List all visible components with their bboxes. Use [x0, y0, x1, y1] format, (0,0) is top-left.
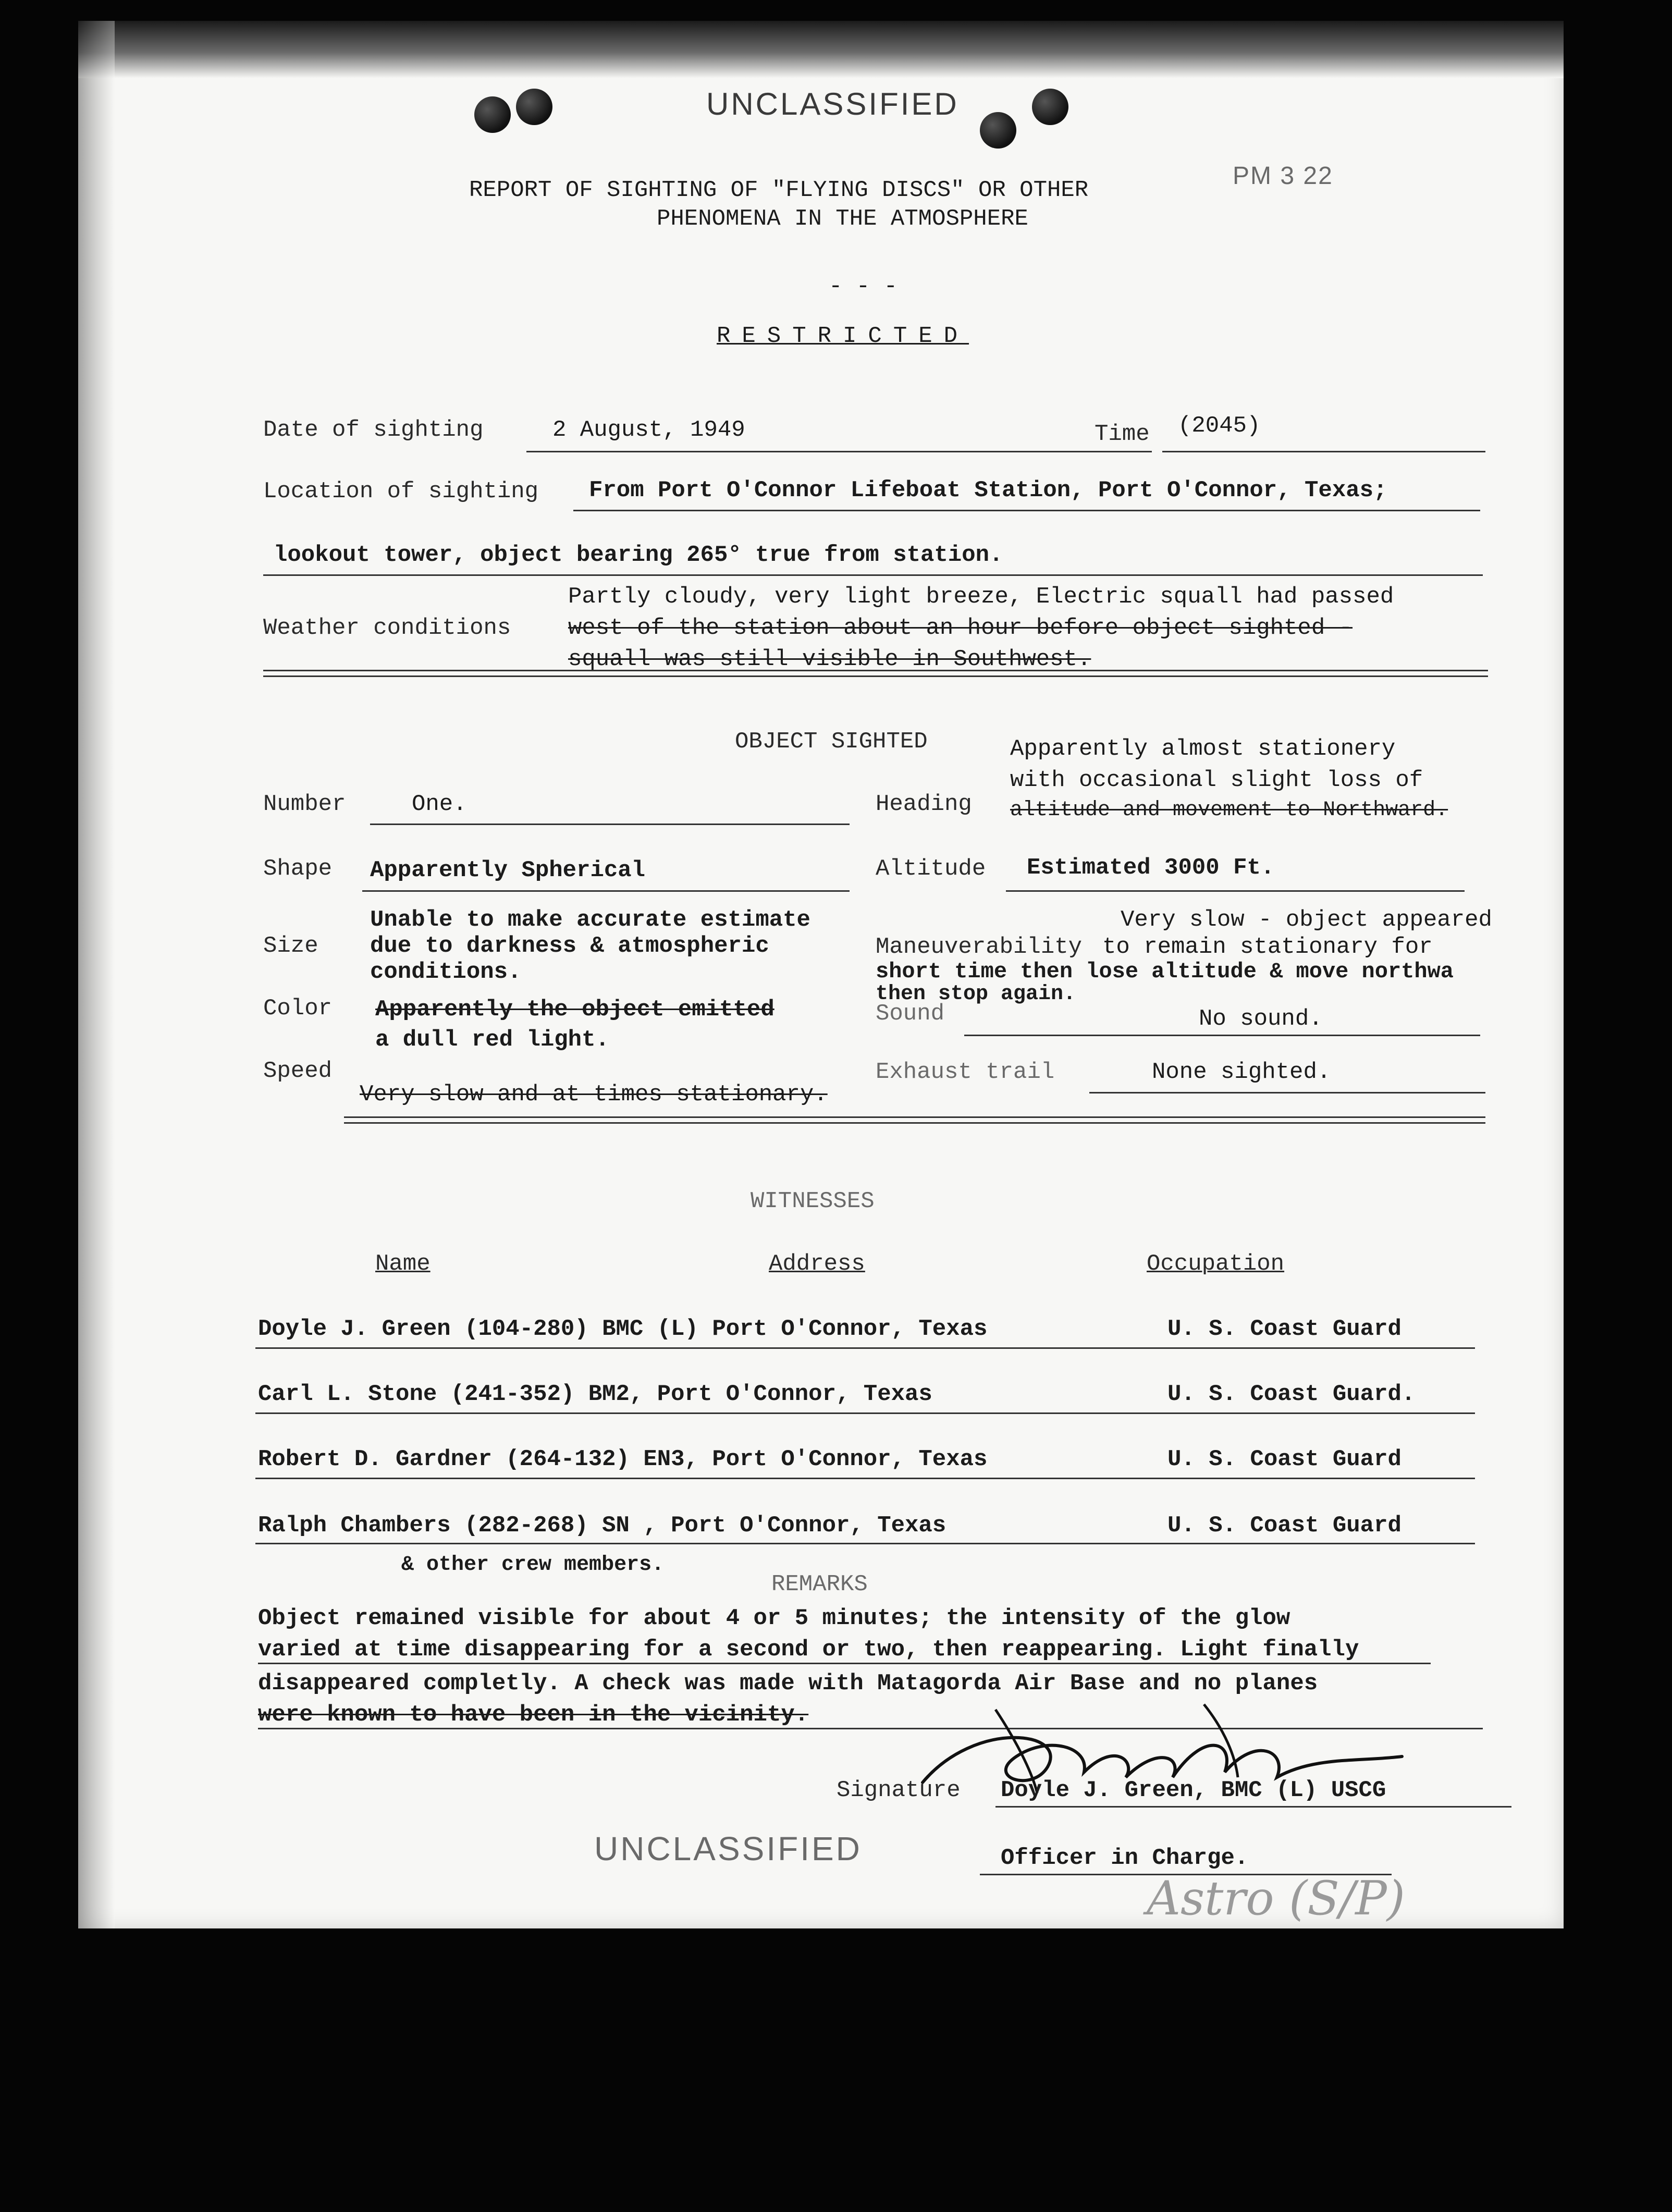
sound-value: No sound. [1199, 1006, 1323, 1032]
exhaust-value: None sighted. [1152, 1059, 1331, 1085]
number-value: One. [412, 791, 467, 817]
weather-line2: west of the station about an hour before object sighted - [568, 615, 1353, 641]
signature-label: Signature [837, 1777, 961, 1803]
sound-label: Sound [876, 1001, 945, 1027]
witness-row-3-occupation: U. S. Coast Guard [1167, 1446, 1401, 1472]
altitude-underline [1006, 890, 1465, 892]
weather-double-rule [263, 670, 1488, 677]
report-title-line1: REPORT OF SIGHTING OF "FLYING DISCS" OR OTHER [469, 177, 1089, 203]
weather-line1: Partly cloudy, very light breeze, Electric squall had passed [568, 584, 1394, 610]
sound-underline [964, 1035, 1480, 1036]
shape-underline [362, 890, 850, 892]
size-line2: due to darkness & atmospheric [370, 933, 769, 959]
unclassified-stamp-top: UNCLASSIFIED [706, 87, 959, 121]
number-underline [370, 824, 850, 825]
shape-label: Shape [263, 856, 333, 882]
witness-row-2-occupation: U. S. Coast Guard. [1167, 1381, 1416, 1407]
color-line2: a dull red light. [375, 1027, 609, 1053]
exhaust-underline [1089, 1092, 1485, 1093]
object-double-rule [344, 1116, 1485, 1124]
location-value-line2: lookout tower, object bearing 265° true from station. [274, 542, 1003, 568]
time-label: Time [1095, 421, 1150, 447]
signature-value: Doyle J. Green, BMC (L) USCG [1001, 1777, 1386, 1803]
exhaust-label: Exhaust trail [876, 1059, 1055, 1085]
witnesses-section-title: WITNESSES [751, 1188, 875, 1214]
size-label: Size [263, 933, 318, 959]
witness-row-3-underline [255, 1478, 1475, 1479]
witness-row-4: Ralph Chambers (282-268) SN , Port O'Connor, Texas [258, 1513, 946, 1539]
witness-row-1-underline [255, 1347, 1475, 1349]
heading-line1: Apparently almost stationery [1010, 736, 1396, 762]
remarks-line1: Object remained visible for about 4 or 5 minutes; the intensity of the glow [258, 1605, 1290, 1631]
weather-label: Weather conditions [263, 615, 511, 641]
heading-line3: altitude and movement to Northward. [1010, 798, 1448, 822]
witness-row-3: Robert D. Gardner (264-132) EN3, Port O'Connor, Texas [258, 1446, 988, 1472]
witness-row-4-occupation: U. S. Coast Guard [1167, 1513, 1401, 1539]
date-value: 2 August, 1949 [552, 417, 745, 443]
punch-hole [474, 96, 511, 133]
col-address-header: Address [769, 1251, 865, 1277]
speed-value: Very slow and at times stationary. [360, 1082, 828, 1108]
remarks-underline-2 [258, 1663, 1431, 1664]
scan-left-edge [78, 21, 115, 1928]
location-label: Location of sighting [263, 478, 539, 505]
header-dashes: - - - [829, 274, 898, 300]
report-title-line2: PHENOMENA IN THE ATMOSPHERE [657, 206, 1028, 232]
number-label: Number [263, 791, 346, 817]
other-crew-members: & other crew members. [401, 1553, 665, 1577]
remarks-section-title: REMARKS [771, 1571, 868, 1597]
shape-value: Apparently Spherical [370, 857, 646, 883]
witness-row-1: Doyle J. Green (104-280) BMC (L) Port O'Connor, Texas [258, 1316, 988, 1342]
maneuver-line2: to remain stationary for [1102, 934, 1433, 960]
heading-label: Heading [876, 791, 972, 817]
col-occupation-header: Occupation [1147, 1251, 1285, 1277]
color-label: Color [263, 996, 333, 1022]
speed-label: Speed [263, 1058, 333, 1084]
size-line3: conditions. [370, 959, 522, 985]
remarks-line2: varied at time disappearing for a second or two, then reappearing. Light finally [258, 1637, 1359, 1663]
officer-in-charge: Officer in Charge. [1001, 1845, 1249, 1871]
object-section-title: OBJECT SIGHTED [735, 729, 928, 755]
witness-row-2-underline [255, 1412, 1475, 1414]
time-value: (2045) [1178, 413, 1261, 439]
altitude-label: Altitude [876, 856, 986, 882]
unclassified-stamp-bottom: UNCLASSIFIED [594, 1830, 862, 1867]
received-time-stamp: PM 3 22 [1233, 162, 1333, 190]
classification-restricted: RESTRICTED [717, 323, 969, 349]
color-line1: Apparently the object emitted [375, 997, 774, 1023]
punch-hole [516, 89, 552, 125]
punch-hole [980, 112, 1016, 149]
maneuver-line3: short time then lose altitude & move northwa [876, 959, 1454, 984]
witness-row-1-occupation: U. S. Coast Guard [1167, 1316, 1401, 1342]
weather-line3: squall was still visible in Southwest. [568, 646, 1091, 672]
witness-row-4-underline [255, 1543, 1475, 1544]
location-underline-2 [263, 574, 1483, 576]
col-name-header: Name [375, 1251, 431, 1277]
altitude-value: Estimated 3000 Ft. [1027, 855, 1275, 881]
punch-hole [1032, 89, 1068, 125]
time-underline [1162, 451, 1485, 452]
signature-underline [995, 1806, 1511, 1808]
witness-row-2: Carl L. Stone (241-352) BM2, Port O'Connor, Texas [258, 1381, 932, 1407]
maneuver-line4: then stop again. [876, 982, 1076, 1006]
remarks-line4: were known to have been in the vicinity. [258, 1702, 809, 1728]
document-page [78, 21, 1564, 1928]
maneuver-line1: Very slow - object appeared [1121, 907, 1492, 933]
location-value-line1: From Port O'Connor Lifeboat Station, Port O'Connor, Texas; [589, 477, 1387, 503]
date-underline [526, 451, 1152, 452]
size-line1: Unable to make accurate estimate [370, 907, 810, 933]
handwritten-note: Astro (S/P) [1147, 1871, 1405, 1926]
remarks-line3: disappeared completly. A check was made with Matagorda Air Base and no planes [258, 1670, 1318, 1697]
scan-top-edge [78, 21, 1564, 78]
location-underline-1 [573, 510, 1480, 511]
date-label: Date of sighting [263, 417, 484, 443]
heading-line2: with occasional slight loss of [1010, 767, 1423, 793]
maneuver-label: Maneuverability [876, 934, 1083, 960]
